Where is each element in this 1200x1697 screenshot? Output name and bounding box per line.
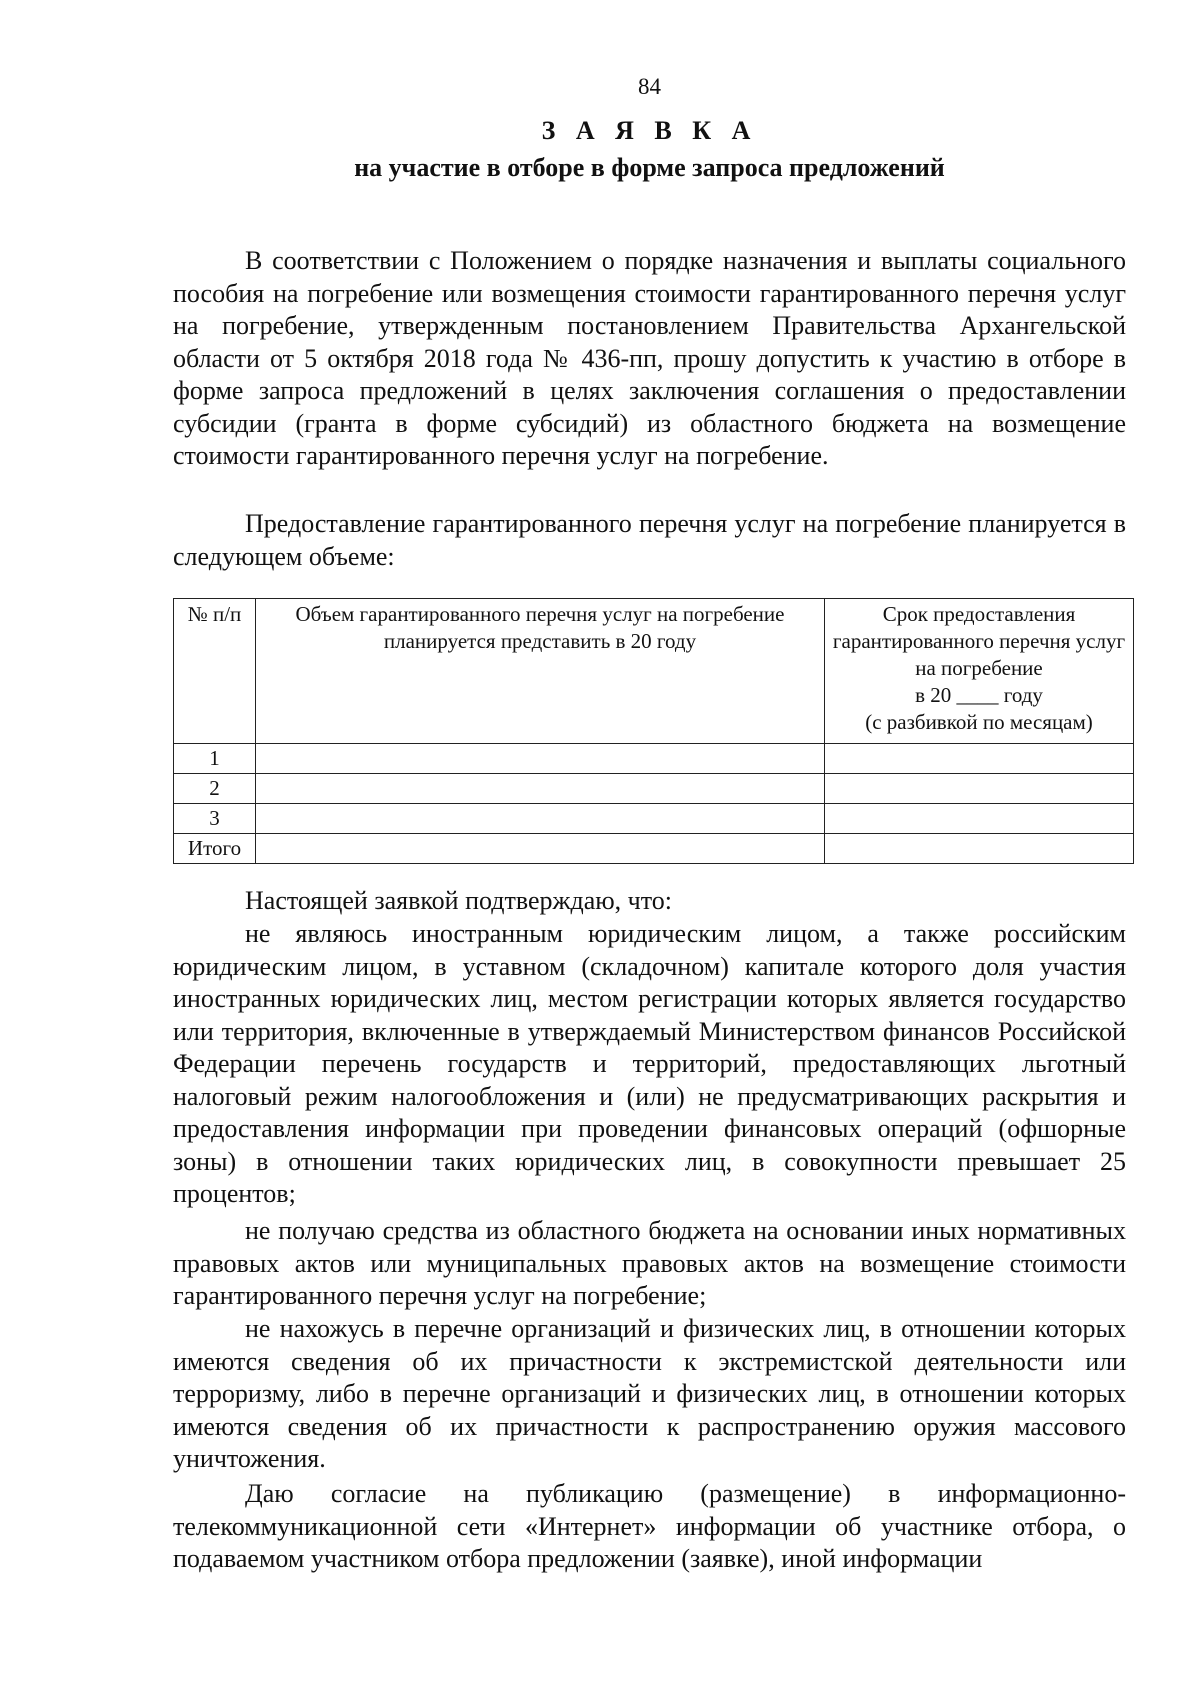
document-title: З А Я В К А (541, 116, 758, 145)
table-row (174, 804, 1134, 834)
header-term-line2: в 20 ____ году (915, 683, 1043, 707)
row-term-cell (825, 804, 1134, 834)
confirm-not-listed-paragraph: не нахожусь в перечне организаций и физических лиц, в отношении которых имеются сведения об их причастности к экстремистской деятельности или терроризму, либо в перечне организаций и физических лиц, в отношении которых имеются сведения об их причастности к распространению оружия массового уничтожения. (173, 1314, 1126, 1473)
row-number: 1 (174, 744, 256, 774)
header-term-line3: (с разбивкой по месяцам) (865, 710, 1093, 734)
header-term (825, 599, 1134, 744)
table-row (174, 744, 1134, 774)
consent-paragraph: Даю согласие на публикацию (размещение) в информационно-телекоммуникационной сети «Интернет» информации об участнике отбора, о подаваемом участником отбора предложении (заявке), иной информации (173, 1479, 1126, 1573)
row-volume-cell (256, 744, 825, 774)
row-number: 2 (174, 774, 256, 804)
row-term-cell (825, 744, 1134, 774)
plan-intro-paragraph: Предоставление гарантированного перечня услуг на погребение планируется в следующем объеме: (173, 509, 1126, 571)
header-volume (256, 599, 825, 744)
header-number (174, 599, 256, 744)
header-term-line1: Срок предоставления гарантированного перечня услуг на погребение (832, 602, 1126, 680)
confirm-foreign-entity-paragraph: не являюсь иностранным юридическим лицом, а также российским юридическим лицом, в уставном (складочном) капитале которого доля участия иностранных юридических лиц, местом регистрации которых является государство или территория, включенные в утверждаемый Министерством финансов Российской Федерации перечень государств и территорий, предоставляющих льготный налоговый режим налогообложения и (или) не предусматривающих раскрытия и предоставления информации при проведении финансовых операций (офшорные зоны) в отношении таких юридических лиц, в совокупности превышает 25 процентов; (173, 919, 1126, 1208)
table-row (174, 774, 1134, 804)
row-term-cell (825, 774, 1134, 804)
row-volume-cell (256, 834, 825, 864)
table-total-row (174, 834, 1134, 864)
page-number: 84 (638, 74, 661, 99)
document-subtitle: на участие в отборе в форме запроса предложений (354, 153, 945, 182)
row-term-cell (825, 834, 1134, 864)
confirm-intro-paragraph: Настоящей заявкой подтверждаю, что: (245, 886, 672, 915)
row-volume-cell (256, 774, 825, 804)
row-volume-cell (256, 804, 825, 834)
services-plan-table (173, 598, 1134, 864)
row-total-label: Итого (174, 834, 256, 864)
row-number: 3 (174, 804, 256, 834)
confirm-no-other-funds-paragraph: не получаю средства из областного бюджета на основании иных нормативных правовых актов или муниципальных правовых актов на возмещение стоимости гарантированного перечня услуг на погребение; (173, 1216, 1126, 1310)
header-volume-label: Объем гарантированного перечня услуг на погребение планируется представить в 20 году (295, 602, 785, 653)
intro-paragraph: В соответствии с Положением о порядке назначения и выплаты социального пособия на погребение или возмещения стоимости гарантированного перечня услуг на погребение, утвержденным постановлением Правительства Архангельской области от 5 октября 2018 года № 436-пп, прошу допустить к участию в отборе в форме запроса предложений в целях заключения соглашения о предоставлении субсидии (гранта в форме субсидий) из областного бюджета на возмещение стоимости гарантированного перечня услуг на погребение. (173, 246, 1126, 470)
header-number-label: № п/п (187, 602, 242, 626)
table-header-row (174, 599, 1134, 744)
